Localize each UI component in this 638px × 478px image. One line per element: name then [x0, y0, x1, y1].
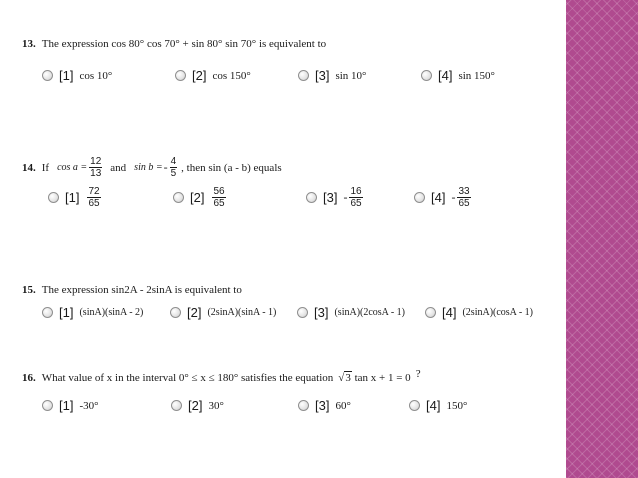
option-fraction [349, 186, 362, 209]
sqrt-icon: √ [338, 372, 345, 384]
q16-option-4[interactable] [409, 398, 467, 413]
radio-button[interactable] [42, 307, 53, 318]
q15-option-1[interactable] [42, 305, 143, 320]
fraction-denominator: 65 [350, 198, 362, 209]
radio-button[interactable] [48, 192, 59, 203]
q13-option-2[interactable] [175, 68, 251, 83]
fraction-numerator: 4 [170, 156, 177, 167]
radio-button[interactable] [298, 70, 309, 81]
q13-option-3[interactable] [298, 68, 366, 83]
question-text: , then sin (a - b) equals [181, 161, 282, 174]
fraction-denominator: 5 [170, 168, 177, 179]
option-number: [3] [315, 398, 330, 413]
fraction-denominator: 65 [88, 198, 100, 209]
option-number: [3] [314, 305, 329, 320]
option-value: (2sinA)(cosA - 1) [462, 307, 534, 318]
option-value: cos 150° [212, 69, 251, 82]
radio-button[interactable] [175, 70, 186, 81]
question-number: 15. [22, 284, 36, 296]
option-number: [4] [438, 68, 453, 83]
q14-option-1[interactable] [48, 186, 101, 209]
fraction-numerator: 33 [458, 186, 470, 197]
question-14 [22, 156, 282, 179]
q15-option-3[interactable] [297, 305, 405, 320]
radio-button[interactable] [425, 307, 436, 318]
question-text: The expression sin2A - 2sinA is equivalent to [41, 284, 242, 296]
option-value: 30° [208, 399, 224, 412]
cos-fraction [89, 156, 102, 179]
q15-option-2[interactable] [170, 305, 276, 320]
q16-option-1[interactable] [42, 398, 99, 413]
sin-sign: - [163, 160, 168, 174]
option-value: (sinA)(sinA - 2) [79, 307, 144, 318]
option-value: sin 150° [458, 69, 495, 82]
radio-button[interactable] [297, 307, 308, 318]
radio-button[interactable] [173, 192, 184, 203]
fraction-numerator: 56 [213, 186, 225, 197]
radio-button[interactable] [414, 192, 425, 203]
question-number: 14. [22, 161, 36, 174]
option-number: [1] [59, 305, 74, 320]
question-prefix: If [41, 161, 50, 174]
question-16 [22, 368, 421, 384]
option-value: -30° [79, 399, 99, 412]
question-number: 16. [22, 372, 36, 384]
fraction-denominator: 13 [90, 168, 102, 179]
option-fraction [212, 186, 225, 209]
q13-option-1[interactable] [42, 68, 112, 83]
fraction-numerator: 72 [88, 186, 100, 197]
question-text: The expression cos 80° cos 70° + sin 80° sin 70° is equivalent to [41, 38, 327, 50]
fraction-denominator: 65 [213, 198, 225, 209]
q16-option-3[interactable] [298, 398, 351, 413]
radio-button[interactable] [298, 400, 309, 411]
fraction-numerator: 12 [90, 156, 102, 167]
option-value: 150° [446, 399, 468, 412]
q16-option-2[interactable] [171, 398, 224, 413]
option-value: (2sinA)(sinA - 1) [207, 307, 277, 318]
option-number: [2] [190, 190, 205, 205]
option-number: [2] [187, 305, 202, 320]
question-number: 13. [22, 38, 36, 50]
fraction-denominator: 65 [458, 198, 470, 209]
q14-option-2[interactable] [173, 186, 226, 209]
option-sign: - [451, 190, 456, 204]
option-fraction [457, 186, 470, 209]
option-number: [4] [431, 190, 446, 205]
radio-button[interactable] [409, 400, 420, 411]
sin-label: sin b = [134, 162, 163, 173]
radio-button[interactable] [42, 70, 53, 81]
radio-button[interactable] [306, 192, 317, 203]
sin-fraction [170, 156, 178, 179]
option-sign: - [343, 190, 348, 204]
option-number: [3] [315, 68, 330, 83]
q15-option-4[interactable] [425, 305, 533, 320]
option-value: sin 10° [335, 69, 367, 82]
equation [338, 372, 410, 384]
decorative-sidebar [566, 0, 638, 478]
option-value: (sinA)(2cosA - 1) [334, 307, 406, 318]
option-number: [2] [192, 68, 207, 83]
radio-button[interactable] [421, 70, 432, 81]
option-number: [2] [188, 398, 203, 413]
option-value: 60° [335, 399, 351, 412]
q14-option-4[interactable] [414, 186, 471, 209]
cos-label: cos a = [57, 162, 88, 173]
option-number: [4] [426, 398, 441, 413]
question-15 [22, 284, 242, 296]
option-value: cos 10° [79, 69, 113, 82]
fraction-numerator: 16 [350, 186, 362, 197]
question-13 [22, 38, 326, 50]
equation-radicand: 3 [345, 372, 351, 384]
option-number: [4] [442, 305, 457, 320]
option-number: [1] [59, 68, 74, 83]
option-fraction [87, 186, 100, 209]
q14-option-3[interactable] [306, 186, 363, 209]
option-number: [3] [323, 190, 338, 205]
question-mark: ? [415, 368, 421, 380]
equation-rest: tan x + 1 = 0 [351, 372, 411, 384]
question-text: What value of x in the interval 0° ≤ x ≤ 180° satisfies the equation [41, 372, 334, 384]
option-number: [1] [65, 190, 80, 205]
radio-button[interactable] [170, 307, 181, 318]
radio-button[interactable] [42, 400, 53, 411]
q13-option-4[interactable] [421, 68, 495, 83]
option-number: [1] [59, 398, 74, 413]
radio-button[interactable] [171, 400, 182, 411]
and-text: and [110, 161, 127, 174]
